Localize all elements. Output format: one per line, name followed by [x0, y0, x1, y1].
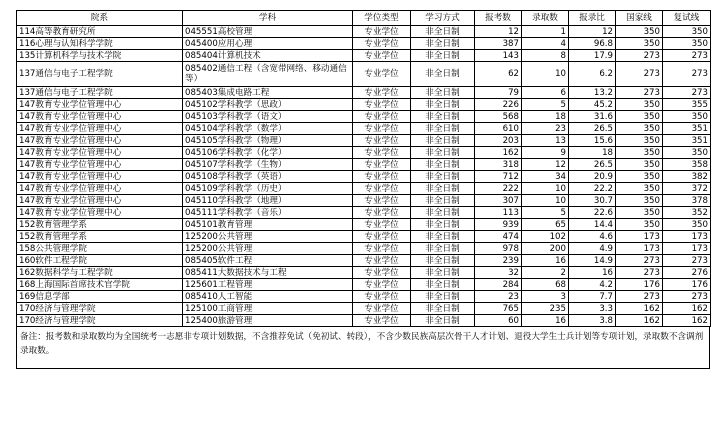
cell-degree: 专业学位 [353, 171, 411, 183]
cell-subject: 085403集成电路工程 [183, 87, 353, 99]
cell-ratio: 22.2 [569, 183, 616, 195]
cell-degree: 专业学位 [353, 87, 411, 99]
cell-mode: 非全日制 [411, 255, 475, 267]
header-dept: 院系 [17, 11, 183, 26]
cell-admitted: 8 [522, 50, 569, 62]
cell-mode: 非全日制 [411, 87, 475, 99]
header-admitted: 录取数 [522, 11, 569, 26]
cell-retest-line: 273 [663, 50, 711, 62]
table-row [17, 159, 711, 171]
cell-dept: 168上海国际首席技术官学院 [17, 279, 183, 291]
cell-applicants: 79 [475, 87, 522, 99]
cell-retest-line: 162 [663, 315, 711, 327]
cell-retest-line: 372 [663, 183, 711, 195]
cell-mode: 非全日制 [411, 50, 475, 62]
cell-admitted: 12 [522, 159, 569, 171]
cell-degree: 专业学位 [353, 315, 411, 327]
cell-ratio: 14.4 [569, 219, 616, 231]
table-row [17, 267, 711, 279]
cell-national-line: 273 [616, 267, 663, 279]
cell-subject: 045101教育管理 [183, 219, 353, 231]
cell-retest-line: 273 [663, 291, 711, 303]
cell-degree: 专业学位 [353, 231, 411, 243]
cell-dept: 147教育专业学位管理中心 [17, 183, 183, 195]
cell-ratio: 3.3 [569, 303, 616, 315]
table-row [17, 195, 711, 207]
cell-dept: 147教育专业学位管理中心 [17, 111, 183, 123]
cell-applicants: 60 [475, 315, 522, 327]
cell-ratio: 4.9 [569, 243, 616, 255]
table-row [17, 135, 711, 147]
cell-degree: 专业学位 [353, 267, 411, 279]
cell-national-line: 350 [616, 183, 663, 195]
cell-ratio: 7.7 [569, 291, 616, 303]
cell-degree: 专业学位 [353, 135, 411, 147]
header-mode: 学习方式 [411, 11, 475, 26]
cell-ratio: 4.6 [569, 231, 616, 243]
cell-subject: 045105学科教学（物理） [183, 135, 353, 147]
cell-ratio: 26.5 [569, 123, 616, 135]
cell-retest-line: 176 [663, 279, 711, 291]
cell-dept: 116心理与认知科学学院 [17, 38, 183, 50]
cell-mode: 非全日制 [411, 147, 475, 159]
cell-degree: 专业学位 [353, 99, 411, 111]
cell-degree: 专业学位 [353, 159, 411, 171]
cell-admitted: 1 [522, 26, 569, 38]
cell-ratio: 17.9 [569, 50, 616, 62]
cell-national-line: 350 [616, 195, 663, 207]
admissions-table [16, 10, 711, 327]
table-row [17, 111, 711, 123]
cell-subject: 045103学科教学（语文） [183, 111, 353, 123]
header-subject: 学科 [183, 11, 353, 26]
cell-dept: 137通信与电子工程学院 [17, 87, 183, 99]
cell-subject: 045110学科教学（地理） [183, 195, 353, 207]
cell-applicants: 32 [475, 267, 522, 279]
cell-subject: 045111学科教学（音乐） [183, 207, 353, 219]
cell-admitted: 3 [522, 291, 569, 303]
cell-retest-line: 273 [663, 87, 711, 99]
cell-mode: 非全日制 [411, 171, 475, 183]
cell-dept: 147教育专业学位管理中心 [17, 123, 183, 135]
cell-dept: 170经济与管理学院 [17, 315, 183, 327]
cell-applicants: 318 [475, 159, 522, 171]
cell-degree: 专业学位 [353, 303, 411, 315]
footnote: 备注：报考数和录取数均为全国统考一志愿非专项计划数据，不含推荐免试（免初试、转段），不含少数民族高层次骨干人才计划、退役大学生士兵计划等专项计划，录取数不含调剂录取数。 [16, 327, 710, 369]
cell-national-line: 350 [616, 219, 663, 231]
cell-mode: 非全日制 [411, 123, 475, 135]
cell-degree: 专业学位 [353, 195, 411, 207]
cell-mode: 非全日制 [411, 38, 475, 50]
cell-applicants: 765 [475, 303, 522, 315]
cell-admitted: 23 [522, 123, 569, 135]
cell-national-line: 273 [616, 291, 663, 303]
table-row [17, 231, 711, 243]
cell-retest-line: 382 [663, 171, 711, 183]
cell-national-line: 273 [616, 50, 663, 62]
cell-national-line: 350 [616, 207, 663, 219]
cell-national-line: 273 [616, 255, 663, 267]
cell-degree: 专业学位 [353, 50, 411, 62]
table-row [17, 50, 711, 62]
cell-degree: 专业学位 [353, 279, 411, 291]
cell-applicants: 610 [475, 123, 522, 135]
cell-dept: 147教育专业学位管理中心 [17, 99, 183, 111]
table-row [17, 147, 711, 159]
cell-subject: 125200公共管理 [183, 231, 353, 243]
cell-applicants: 12 [475, 26, 522, 38]
cell-subject: 125100工商管理 [183, 303, 353, 315]
cell-degree: 专业学位 [353, 183, 411, 195]
table-row [17, 99, 711, 111]
table-row [17, 26, 711, 38]
cell-dept: 147教育专业学位管理中心 [17, 159, 183, 171]
cell-degree: 专业学位 [353, 123, 411, 135]
cell-mode: 非全日制 [411, 291, 475, 303]
cell-admitted: 2 [522, 267, 569, 279]
cell-mode: 非全日制 [411, 303, 475, 315]
cell-subject: 085404计算机技术 [183, 50, 353, 62]
cell-mode: 非全日制 [411, 219, 475, 231]
cell-retest-line: 378 [663, 195, 711, 207]
cell-national-line: 173 [616, 231, 663, 243]
cell-retest-line: 350 [663, 219, 711, 231]
cell-dept: 137通信与电子工程学院 [17, 62, 183, 87]
cell-degree: 专业学位 [353, 291, 411, 303]
header-degree: 学位类型 [353, 11, 411, 26]
cell-national-line: 273 [616, 62, 663, 87]
cell-national-line: 173 [616, 243, 663, 255]
cell-degree: 专业学位 [353, 62, 411, 87]
cell-mode: 非全日制 [411, 279, 475, 291]
cell-national-line: 350 [616, 171, 663, 183]
cell-subject: 045106学科教学（化学） [183, 147, 353, 159]
cell-national-line: 350 [616, 38, 663, 50]
cell-dept: 147教育专业学位管理中心 [17, 207, 183, 219]
cell-admitted: 16 [522, 255, 569, 267]
cell-ratio: 96.8 [569, 38, 616, 50]
table-row [17, 303, 711, 315]
cell-national-line: 350 [616, 111, 663, 123]
cell-retest-line: 352 [663, 207, 711, 219]
cell-retest-line: 173 [663, 243, 711, 255]
cell-mode: 非全日制 [411, 99, 475, 111]
cell-dept: 147教育专业学位管理中心 [17, 135, 183, 147]
cell-applicants: 239 [475, 255, 522, 267]
cell-dept: 170经济与管理学院 [17, 303, 183, 315]
header-national-line: 国家线 [616, 11, 663, 26]
cell-admitted: 68 [522, 279, 569, 291]
cell-subject: 125400旅游管理 [183, 315, 353, 327]
cell-national-line: 162 [616, 315, 663, 327]
cell-admitted: 10 [522, 195, 569, 207]
cell-admitted: 200 [522, 243, 569, 255]
cell-national-line: 350 [616, 147, 663, 159]
cell-degree: 专业学位 [353, 243, 411, 255]
cell-degree: 专业学位 [353, 38, 411, 50]
cell-ratio: 6.2 [569, 62, 616, 87]
cell-dept: 169信息学部 [17, 291, 183, 303]
cell-national-line: 350 [616, 123, 663, 135]
cell-dept: 160软件工程学院 [17, 255, 183, 267]
cell-retest-line: 350 [663, 38, 711, 50]
table-row [17, 255, 711, 267]
cell-admitted: 65 [522, 219, 569, 231]
cell-mode: 非全日制 [411, 159, 475, 171]
cell-retest-line: 350 [663, 147, 711, 159]
cell-degree: 专业学位 [353, 147, 411, 159]
table-row [17, 291, 711, 303]
cell-degree: 专业学位 [353, 255, 411, 267]
cell-subject: 125200公共管理 [183, 243, 353, 255]
cell-subject: 045400应用心理 [183, 38, 353, 50]
table-row [17, 123, 711, 135]
table-row [17, 315, 711, 327]
cell-ratio: 45.2 [569, 99, 616, 111]
cell-applicants: 113 [475, 207, 522, 219]
cell-admitted: 34 [522, 171, 569, 183]
cell-retest-line: 351 [663, 135, 711, 147]
cell-dept: 147教育专业学位管理中心 [17, 195, 183, 207]
cell-subject: 045104学科教学（数学） [183, 123, 353, 135]
cell-applicants: 203 [475, 135, 522, 147]
cell-admitted: 9 [522, 147, 569, 159]
cell-mode: 非全日制 [411, 195, 475, 207]
cell-retest-line: 276 [663, 267, 711, 279]
admissions-sheet [16, 10, 710, 369]
cell-dept: 114高等教育研究所 [17, 26, 183, 38]
cell-ratio: 26.5 [569, 159, 616, 171]
cell-mode: 非全日制 [411, 315, 475, 327]
cell-dept: 147教育专业学位管理中心 [17, 147, 183, 159]
header-row [17, 11, 711, 26]
cell-ratio: 30.7 [569, 195, 616, 207]
table-row [17, 207, 711, 219]
cell-retest-line: 162 [663, 303, 711, 315]
table-row [17, 62, 711, 87]
cell-subject: 045108学科教学（英语） [183, 171, 353, 183]
cell-ratio: 4.2 [569, 279, 616, 291]
cell-applicants: 62 [475, 62, 522, 87]
cell-degree: 专业学位 [353, 111, 411, 123]
cell-admitted: 102 [522, 231, 569, 243]
cell-applicants: 162 [475, 147, 522, 159]
cell-dept: 135计算机科学与技术学院 [17, 50, 183, 62]
table-row [17, 219, 711, 231]
cell-mode: 非全日制 [411, 135, 475, 147]
cell-applicants: 23 [475, 291, 522, 303]
cell-subject: 085410人工智能 [183, 291, 353, 303]
table-row [17, 243, 711, 255]
cell-mode: 非全日制 [411, 111, 475, 123]
cell-dept: 147教育专业学位管理中心 [17, 171, 183, 183]
cell-retest-line: 350 [663, 111, 711, 123]
cell-admitted: 5 [522, 99, 569, 111]
cell-applicants: 222 [475, 183, 522, 195]
cell-applicants: 307 [475, 195, 522, 207]
cell-dept: 158公共管理学院 [17, 243, 183, 255]
table-row [17, 38, 711, 50]
cell-ratio: 22.6 [569, 207, 616, 219]
cell-ratio: 13.2 [569, 87, 616, 99]
cell-ratio: 12 [569, 26, 616, 38]
cell-retest-line: 350 [663, 26, 711, 38]
cell-retest-line: 351 [663, 123, 711, 135]
cell-ratio: 31.6 [569, 111, 616, 123]
cell-dept: 152教育管理学系 [17, 231, 183, 243]
cell-retest-line: 273 [663, 62, 711, 87]
cell-mode: 非全日制 [411, 231, 475, 243]
cell-ratio: 20.9 [569, 171, 616, 183]
cell-subject: 045107学科教学（生物） [183, 159, 353, 171]
cell-subject: 045551高校管理 [183, 26, 353, 38]
header-applicants: 报考数 [475, 11, 522, 26]
header-retest-line: 复试线 [663, 11, 711, 26]
table-row [17, 279, 711, 291]
cell-national-line: 176 [616, 279, 663, 291]
cell-applicants: 284 [475, 279, 522, 291]
cell-applicants: 939 [475, 219, 522, 231]
cell-dept: 152教育管理学系 [17, 219, 183, 231]
cell-applicants: 143 [475, 50, 522, 62]
cell-national-line: 273 [616, 87, 663, 99]
header-ratio: 报录比 [569, 11, 616, 26]
cell-admitted: 10 [522, 183, 569, 195]
cell-subject: 085405软件工程 [183, 255, 353, 267]
cell-retest-line: 355 [663, 99, 711, 111]
cell-mode: 非全日制 [411, 183, 475, 195]
cell-mode: 非全日制 [411, 26, 475, 38]
cell-subject: 045102学科教学（思政） [183, 99, 353, 111]
cell-admitted: 10 [522, 62, 569, 87]
cell-subject: 045109学科教学（历史） [183, 183, 353, 195]
table-row [17, 87, 711, 99]
cell-mode: 非全日制 [411, 207, 475, 219]
cell-applicants: 978 [475, 243, 522, 255]
cell-applicants: 474 [475, 231, 522, 243]
table-row [17, 171, 711, 183]
cell-degree: 专业学位 [353, 207, 411, 219]
cell-applicants: 712 [475, 171, 522, 183]
cell-admitted: 235 [522, 303, 569, 315]
cell-admitted: 18 [522, 111, 569, 123]
table-body [17, 26, 711, 327]
cell-applicants: 387 [475, 38, 522, 50]
cell-ratio: 14.9 [569, 255, 616, 267]
cell-admitted: 5 [522, 207, 569, 219]
cell-national-line: 162 [616, 303, 663, 315]
cell-admitted: 6 [522, 87, 569, 99]
cell-admitted: 13 [522, 135, 569, 147]
table-row [17, 183, 711, 195]
cell-admitted: 4 [522, 38, 569, 50]
cell-national-line: 350 [616, 159, 663, 171]
cell-applicants: 568 [475, 111, 522, 123]
cell-national-line: 350 [616, 26, 663, 38]
cell-ratio: 16 [569, 267, 616, 279]
cell-subject: 085402通信工程（含宽带网络、移动通信等） [183, 62, 353, 87]
cell-degree: 专业学位 [353, 26, 411, 38]
cell-subject: 125601工程管理 [183, 279, 353, 291]
cell-mode: 非全日制 [411, 62, 475, 87]
cell-subject: 085411大数据技术与工程 [183, 267, 353, 279]
cell-retest-line: 173 [663, 231, 711, 243]
cell-dept: 162数据科学与工程学院 [17, 267, 183, 279]
cell-mode: 非全日制 [411, 267, 475, 279]
cell-degree: 专业学位 [353, 219, 411, 231]
cell-retest-line: 273 [663, 255, 711, 267]
cell-ratio: 15.6 [569, 135, 616, 147]
cell-national-line: 350 [616, 99, 663, 111]
cell-national-line: 350 [616, 135, 663, 147]
cell-ratio: 18 [569, 147, 616, 159]
cell-retest-line: 358 [663, 159, 711, 171]
cell-applicants: 226 [475, 99, 522, 111]
cell-mode: 非全日制 [411, 243, 475, 255]
cell-ratio: 3.8 [569, 315, 616, 327]
cell-admitted: 16 [522, 315, 569, 327]
